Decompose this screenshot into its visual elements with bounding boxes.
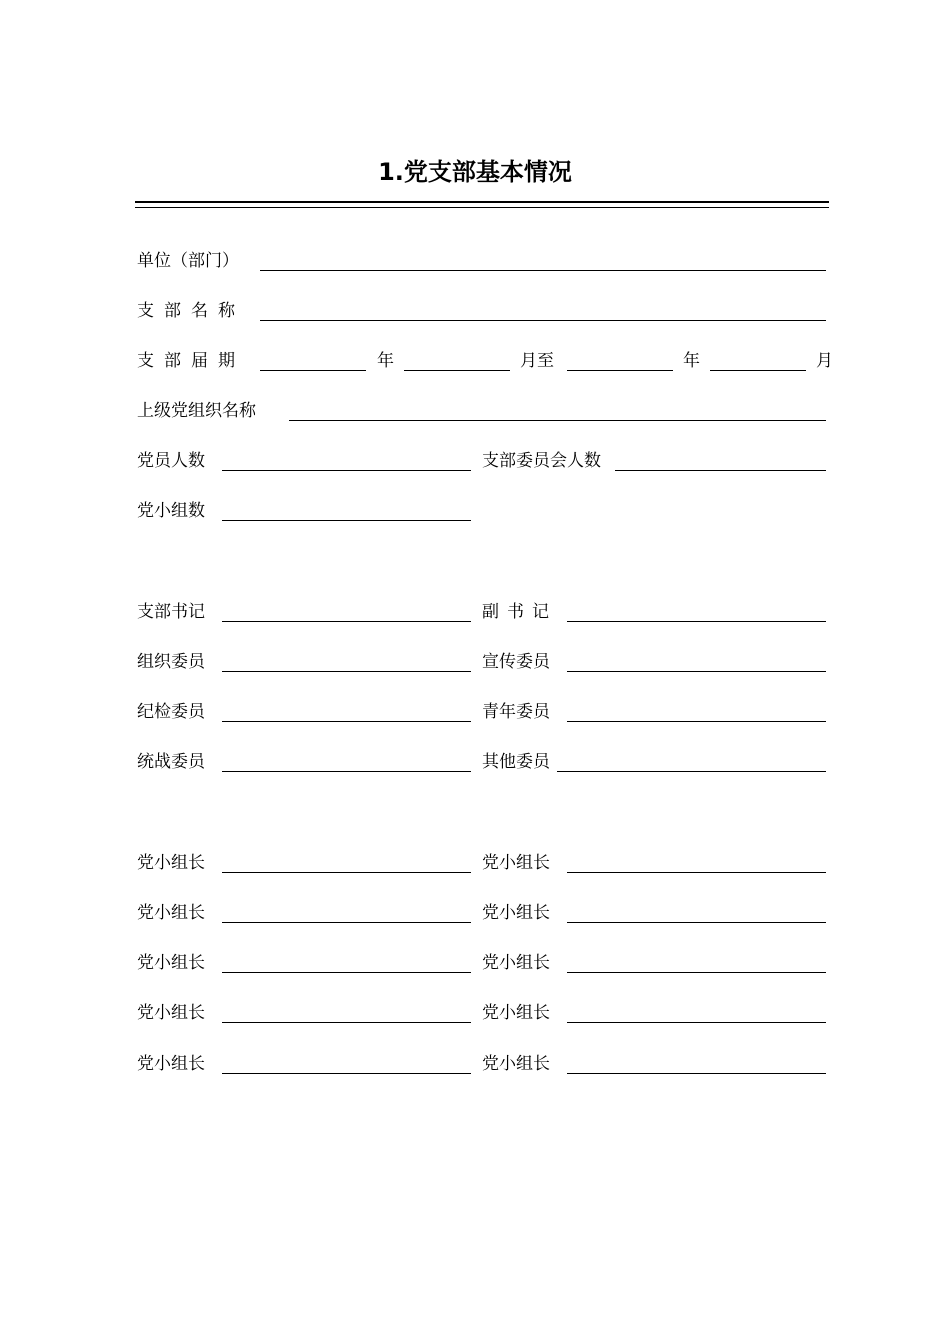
group-leader-field[interactable] xyxy=(222,922,471,923)
term-year2-text: 年 xyxy=(683,351,700,371)
group-leader-label: 党小组长 xyxy=(137,1003,205,1023)
title-rule-thick xyxy=(135,201,829,203)
term-end-year-field[interactable] xyxy=(567,370,673,371)
group-leader-field[interactable] xyxy=(222,872,471,873)
deputy-secretary-label: 副书记 xyxy=(482,602,557,622)
unit-label: 单位（部门） xyxy=(137,251,239,271)
member-count-field[interactable] xyxy=(222,470,471,471)
group-leader-field[interactable] xyxy=(567,872,826,873)
group-leader-label: 党小组长 xyxy=(482,853,550,873)
term-start-month-field[interactable] xyxy=(404,370,510,371)
discipline-member-label: 纪检委员 xyxy=(137,702,205,722)
group-leader-field[interactable] xyxy=(567,1073,826,1074)
organization-member-field[interactable] xyxy=(222,671,471,672)
group-count-label: 党小组数 xyxy=(137,501,205,521)
group-leader-label: 党小组长 xyxy=(137,853,205,873)
group-leader-label: 党小组长 xyxy=(482,953,550,973)
organization-member-label: 组织委员 xyxy=(137,652,205,672)
term-month2-text: 月 xyxy=(816,351,833,371)
secretary-label: 支部书记 xyxy=(137,602,205,622)
group-leader-field[interactable] xyxy=(567,972,826,973)
group-count-field[interactable] xyxy=(222,520,471,521)
united-front-member-label: 统战委员 xyxy=(137,752,205,772)
group-leader-label: 党小组长 xyxy=(482,903,550,923)
group-leader-label: 党小组长 xyxy=(482,1054,550,1074)
secretary-field[interactable] xyxy=(222,621,471,622)
group-leader-label: 党小组长 xyxy=(137,953,205,973)
committee-count-label: 支部委员会人数 xyxy=(482,451,601,471)
term-month-to-text: 月至 xyxy=(520,351,554,371)
other-member-label: 其他委员 xyxy=(482,752,550,772)
deputy-secretary-field[interactable] xyxy=(567,621,826,622)
title-rule-thin xyxy=(135,207,829,208)
committee-count-field[interactable] xyxy=(615,470,826,471)
branch-name-label: 支部名称 xyxy=(137,301,245,321)
group-leader-field[interactable] xyxy=(222,972,471,973)
youth-member-label: 青年委员 xyxy=(482,702,550,722)
group-leader-field[interactable] xyxy=(567,922,826,923)
term-label: 支部届期 xyxy=(137,351,245,371)
group-leader-field[interactable] xyxy=(222,1022,471,1023)
unit-field[interactable] xyxy=(260,270,826,271)
youth-member-field[interactable] xyxy=(567,721,826,722)
discipline-member-field[interactable] xyxy=(222,721,471,722)
group-leader-label: 党小组长 xyxy=(137,903,205,923)
publicity-member-field[interactable] xyxy=(567,671,826,672)
group-leader-field[interactable] xyxy=(567,1022,826,1023)
group-leader-label: 党小组长 xyxy=(482,1003,550,1023)
term-year1-text: 年 xyxy=(377,351,394,371)
group-leader-label: 党小组长 xyxy=(137,1054,205,1074)
page-title: 1.党支部基本情况 xyxy=(378,158,572,186)
member-count-label: 党员人数 xyxy=(137,451,205,471)
united-front-member-field[interactable] xyxy=(222,771,471,772)
branch-name-field[interactable] xyxy=(260,320,826,321)
term-start-year-field[interactable] xyxy=(260,370,366,371)
parent-org-label: 上级党组织名称 xyxy=(137,401,256,421)
other-member-field[interactable] xyxy=(557,771,826,772)
parent-org-field[interactable] xyxy=(289,420,826,421)
publicity-member-label: 宣传委员 xyxy=(482,652,550,672)
group-leader-field[interactable] xyxy=(222,1073,471,1074)
term-end-month-field[interactable] xyxy=(710,370,806,371)
